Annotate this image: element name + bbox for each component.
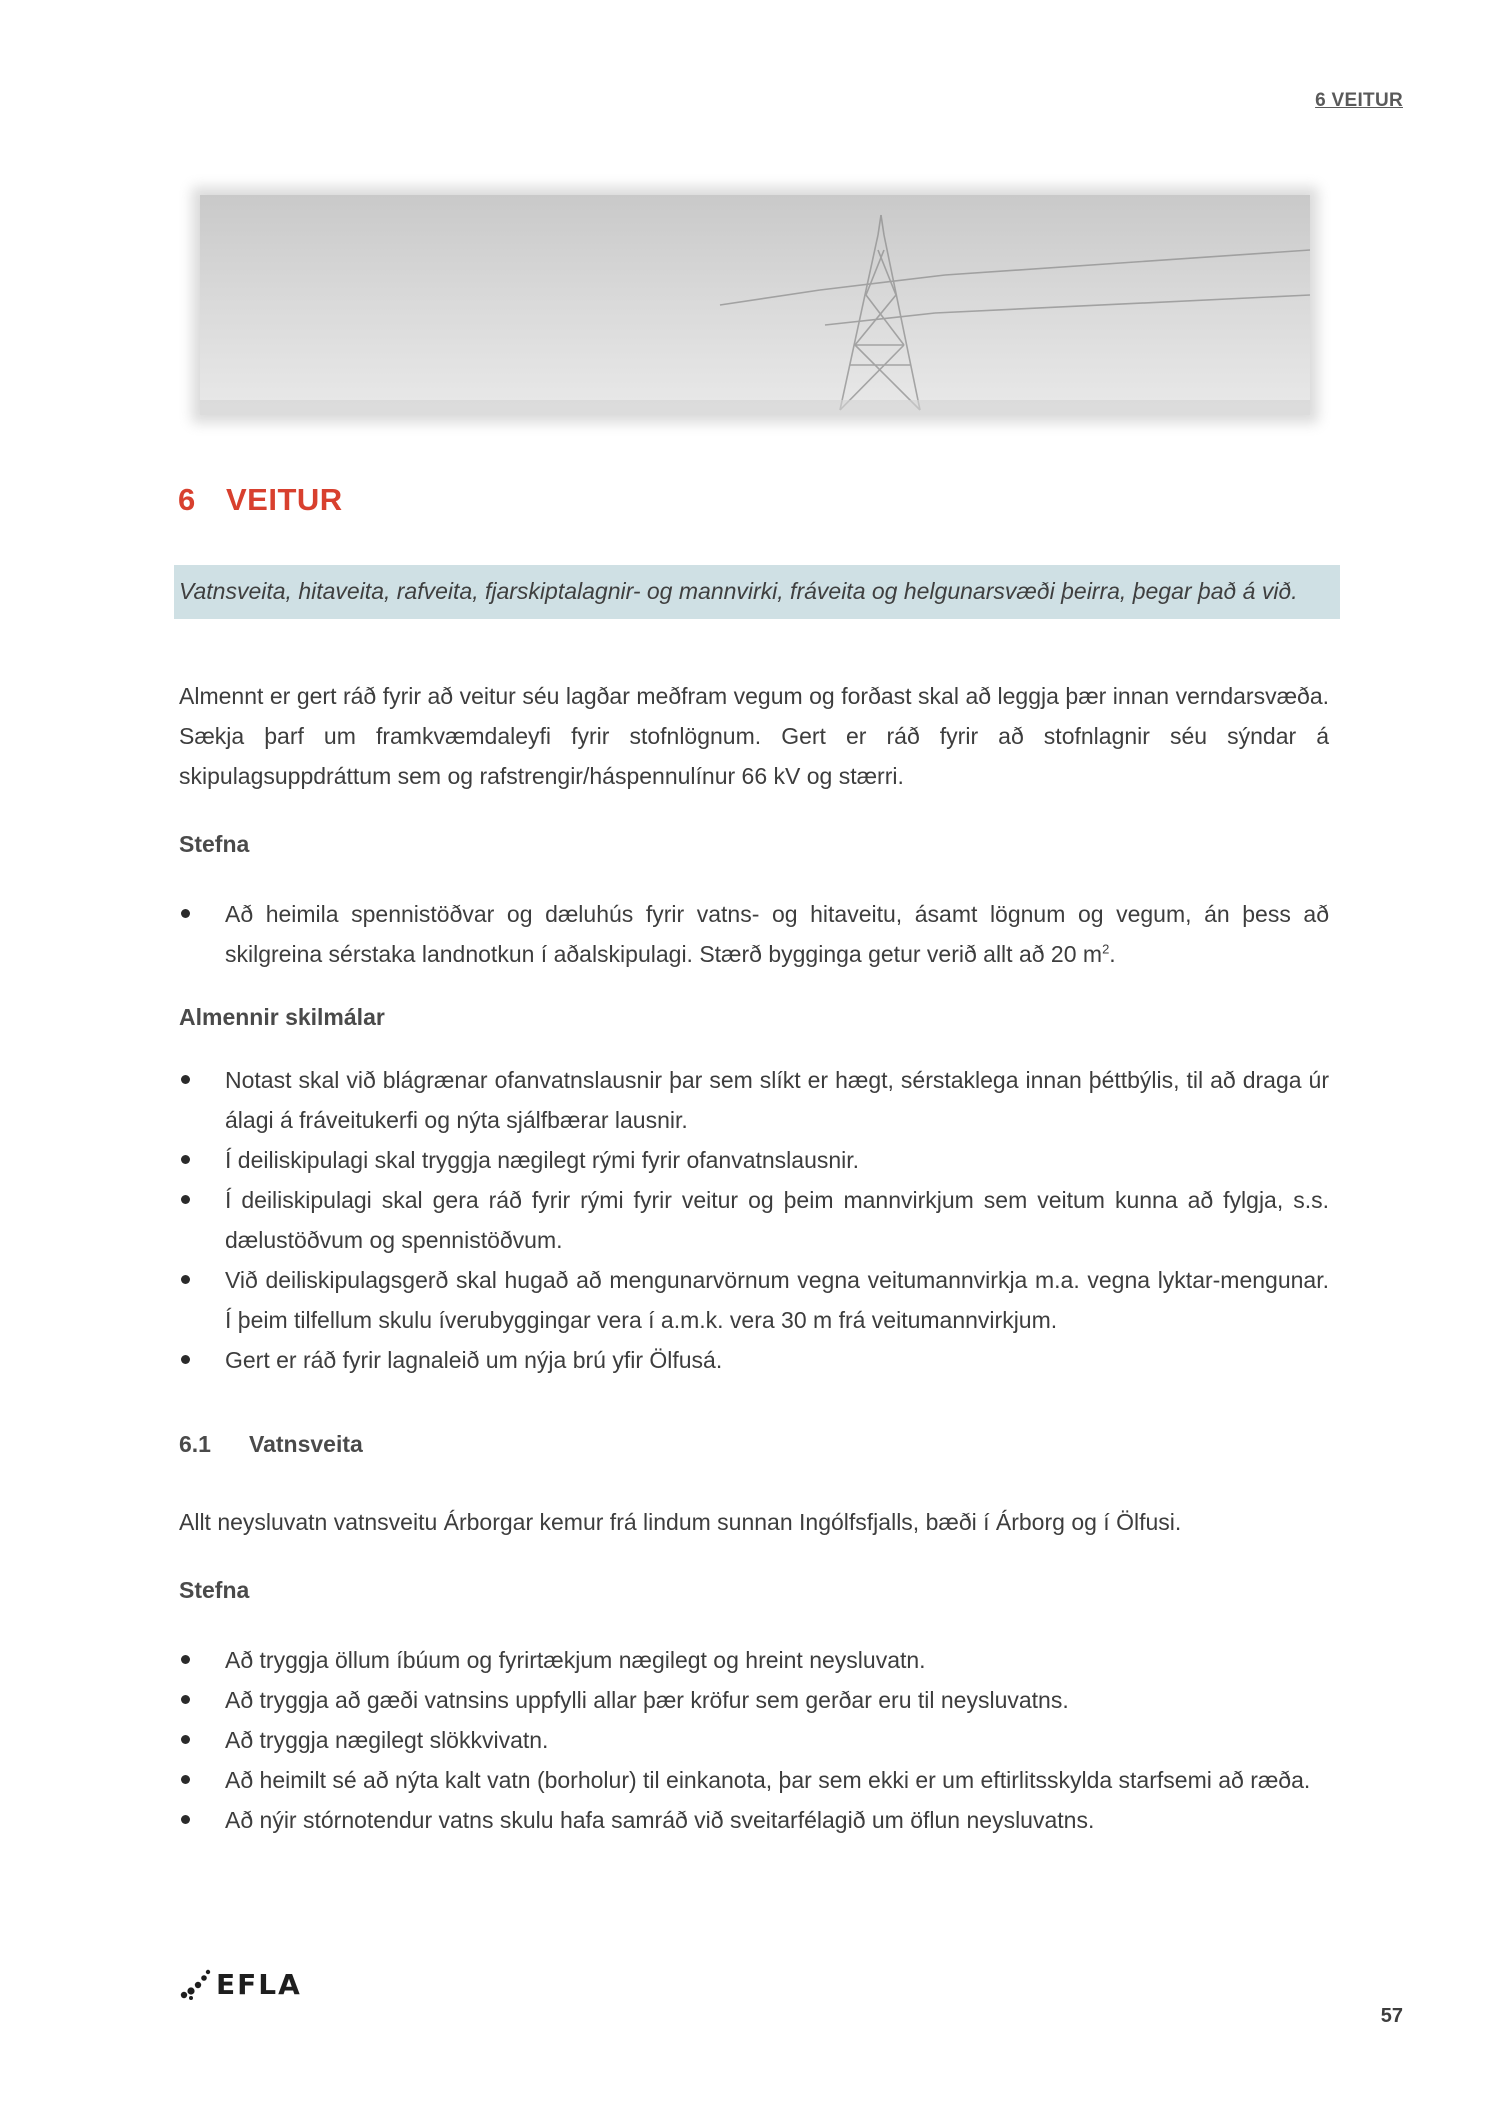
superscript: 2: [1102, 941, 1110, 957]
stefna-heading: Stefna: [179, 831, 250, 857]
chapter-number: 6: [178, 482, 196, 517]
list-item: [179, 894, 1329, 974]
list-item: [179, 1180, 1329, 1260]
skilmalar-heading: Almennir skilmálar: [179, 1004, 385, 1030]
list-item: [179, 1680, 1329, 1720]
logo-text: EFLA: [216, 1968, 302, 2001]
efla-logo-dots-icon: [178, 1969, 212, 2001]
stefna-list: [179, 894, 1329, 974]
list-item: [179, 1140, 1329, 1180]
section-stefna-list: [179, 1640, 1329, 1840]
list-item-text: Að nýir stórnotendur vatns skulu hafa samráð við sveitarfélagið um öflun neysluvatns.: [225, 1807, 1095, 1833]
running-header: 6 VEITUR: [1315, 90, 1403, 111]
list-item-text: Gert er ráð fyrir lagnaleið um nýja brú yfir Ölfusá.: [225, 1347, 723, 1373]
list-item: [179, 1060, 1329, 1140]
section-title: Vatnsveita: [249, 1431, 363, 1457]
skilmalar-list: [179, 1060, 1329, 1380]
body-paragraph: Almennt er gert ráð fyrir að veitur séu lagðar meðfram vegum og forðast skal að leggja þær innan verndarsvæða. Sækja þarf um framkvæmdaleyfi fyrir stofnlögnum. Gert er ráð fyrir að stofnlagnir séu sýndar á skipulagsuppdráttum sem og rafstrengir/háspennulínur 66 kV og stærri.: [179, 683, 1329, 789]
bullet-icon: [181, 1655, 190, 1664]
list-item: [179, 1640, 1329, 1680]
bullet-icon: [181, 1195, 190, 1204]
bullet-icon: [181, 1275, 190, 1284]
list-item-text: Að heimilt sé að nýta kalt vatn (borholur) til einkanota, þar sem ekki er um eftirlitsskylda starfsemi að ræða.: [225, 1767, 1311, 1793]
efla-logo: [178, 1968, 302, 2001]
bullet-icon: [181, 1775, 190, 1784]
list-item: [179, 1340, 1329, 1380]
list-item-text: Að heimila spennistöðvar og dæluhús fyrir vatns- og hitaveitu, ásamt lögnum og vegum, án þess að skilgreina sérstaka landnotkun í aðalskipulagi. Stærð bygginga getur verið allt að 20 m: [225, 901, 1329, 967]
bullet-icon: [181, 1695, 190, 1704]
list-item-text: Við deiliskipulagsgerð skal hugað að mengunarvörnum vegna veitumannvirkja m.a. vegna lyktar-mengunar. Í þeim tilfellum skulu íverubyggingar vera í a.m.k. vera 30 m frá veitumannvirkjum.: [225, 1267, 1329, 1333]
list-item-text: Í deiliskipulagi skal tryggja nægilegt rými fyrir ofanvatnslausnir.: [225, 1147, 860, 1173]
bullet-icon: [181, 1155, 190, 1164]
list-item-text: Í deiliskipulagi skal gera ráð fyrir rými fyrir veitur og þeim mannvirkjum sem veitum kunna að fylgja, s.s. dælustöðvum og spennistöðvum.: [225, 1187, 1329, 1253]
section-paragraph: Allt neysluvatn vatnsveitu Árborgar kemur frá lindum sunnan Ingólfsfjalls, bæði í Árborg og í Ölfusi.: [179, 1509, 1182, 1535]
bullet-icon: [181, 1075, 190, 1084]
list-item: [179, 1260, 1329, 1340]
chapter-title-text: VEITUR: [226, 482, 343, 517]
list-item: [179, 1760, 1329, 1800]
bullet-icon: [181, 1355, 190, 1364]
section-heading-6-1: [179, 1424, 1329, 1464]
banner-image-power-pylon: [200, 195, 1310, 415]
list-item-text: Notast skal við blágrænar ofanvatnslausnir þar sem slíkt er hægt, sérstaklega innan þéttbýlis, til að draga úr álagi á fráveitukerfi og nýta sjálfbærar lausnir.: [225, 1067, 1329, 1133]
list-item: [179, 1720, 1329, 1760]
section-stefna-heading: Stefna: [179, 1577, 250, 1603]
list-item-text: Að tryggja öllum íbúum og fyrirtækjum nægilegt og hreint neysluvatn.: [225, 1647, 926, 1673]
section-number: 6.1: [179, 1431, 211, 1457]
chapter-intro-box: Vatnsveita, hitaveita, rafveita, fjarskiptalagnir- og mannvirki, fráveita og helgunarsvæði þeirra, þegar það á við.: [174, 565, 1340, 619]
page-number: 57: [1380, 2005, 1403, 2027]
bullet-icon: [181, 1735, 190, 1744]
main-content: [179, 676, 1329, 1840]
list-item-end: .: [1109, 941, 1116, 967]
list-item-text: Að tryggja nægilegt slökkvivatn.: [225, 1727, 549, 1753]
power-pylon-illustration: [200, 195, 1310, 415]
chapter-title: [178, 482, 343, 518]
list-item-text: Að tryggja að gæði vatnsins uppfylli allar þær kröfur sem gerðar eru til neysluvatns.: [225, 1687, 1069, 1713]
bullet-icon: [181, 909, 190, 918]
bullet-icon: [181, 1815, 190, 1824]
list-item: [179, 1800, 1329, 1840]
